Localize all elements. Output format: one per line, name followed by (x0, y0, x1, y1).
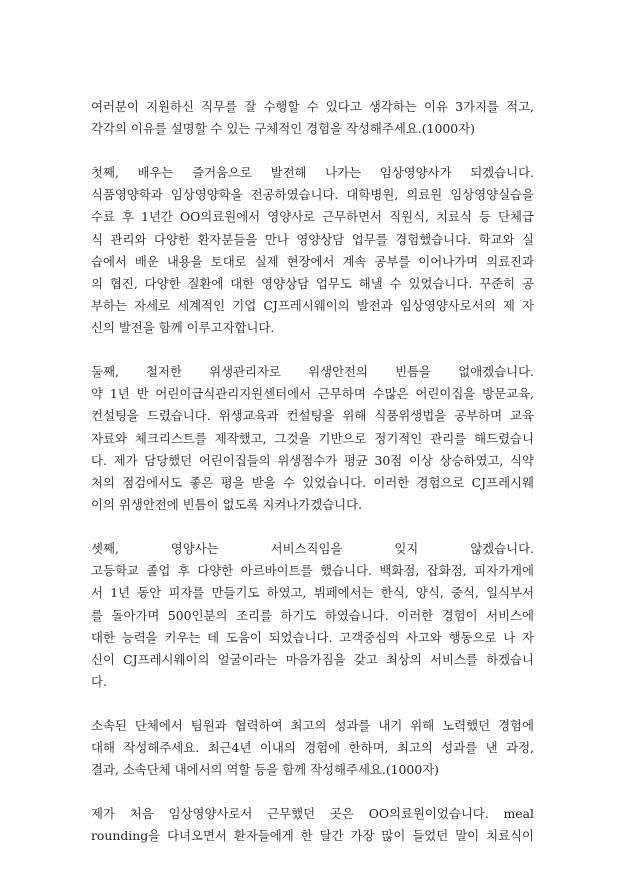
answer-1-first (91, 162, 534, 340)
text-line: 이의 위생안전에 빈틈이 없도록 지켜나가겠습니다. (91, 497, 363, 513)
text-line: 대해 작성해주세요. 최근4년 이내의 경험에 한하며, 최고의 성과를 낸 과정, (91, 740, 534, 756)
text-line: 수료 후 1년간 OO의료원에서 영양사로 근무하면서 직원식, 치료식 등 단체급 (91, 209, 534, 225)
text-line: 다. 제가 담당했던 어린이집들의 위생점수가 평균 30점 이상 상승하였고, 식약 (91, 452, 534, 468)
question-2 (91, 715, 534, 782)
document-page (91, 96, 534, 869)
text-line: 제가 처음 임상영양사로서 근무했던 곳은 OO의료원이었습니다. meal (91, 806, 534, 822)
text-line: 신이 CJ프레시웨이의 얼굴이라는 마음가짐을 갖고 최상의 서비스를 하겠습니 (91, 651, 534, 667)
answer-2 (91, 803, 534, 847)
text-line: 습에서 배운 내용을 토대로 실제 현장에서 계속 공부를 이어나가며 의료진과 (91, 253, 534, 269)
question-1 (91, 96, 534, 140)
answer-1-second (91, 361, 534, 516)
text-line: 여러분이 지원하신 직무를 잘 수행할 수 있다고 생각하는 이유 3가지를 적고, (91, 99, 534, 114)
text-line: 다. (91, 674, 107, 690)
text-line: 대한 능력을 키우는 데 도움이 되었습니다. 고객중심의 사고와 행동으로 나 자 (91, 629, 534, 645)
text-line: 셋째, 영양사는 서비스직임을 잊지 않겠습니다. (91, 540, 534, 556)
text-line: 첫째, 배우는 즐거움으로 발전해 나가는 임상영양사가 되겠습니다. (91, 164, 534, 180)
text-line: 식 관리와 다양한 환자분들을 만나 영양상담 업무를 경험했습니다. 학교와 실 (91, 231, 534, 247)
text-line: rounding을 다녀오면서 환자들에게 한 달간 가장 많이 들었던 말이 치료식이 (91, 828, 534, 844)
text-line: 신의 발전을 함께 이루고자합니다. (91, 320, 275, 336)
text-line: 각각의 이유를 설명할 수 있는 구체적인 경험을 작성해주세요.(1000자) (91, 121, 475, 137)
answer-1-third (91, 538, 534, 693)
text-line: 서 1년 동안 피자를 만들기도 하였고, 뷔페에서는 한식, 양식, 중식, 일식부서 (91, 585, 534, 601)
text-line: 소속된 단체에서 팀원과 협력하여 최고의 성과를 내기 위해 노력했던 경험에 (91, 717, 534, 733)
text-line: 의 협진, 다양한 질환에 대한 영양상담 업무도 해낼 수 있었습니다. 꾸준히 공 (91, 275, 534, 291)
text-line: 결과, 소속단체 내에서의 역할 등을 함께 작성해주세요.(1000자) (91, 762, 440, 778)
text-line: 식품영양학과 임상영양학을 전공하였습니다. 대학병원, 의료원 임상영양실습을 (91, 187, 534, 203)
text-line: 약 1년 반 어린이급식관리지원센터에서 근무하며 수많은 어린이집을 방문교육, (91, 386, 534, 402)
text-line: 부하는 자세로 세계적인 기업 CJ프레시웨이의 발전과 임상영양사로서의 제 자 (91, 298, 534, 314)
text-line: 고등학교 졸업 후 다양한 아르바이트를 했습니다. 백화점, 잡화점, 피자가게에 (91, 563, 534, 579)
text-line: 를 돌아가며 500인분의 조리를 하기도 하였습니다. 이러한 경험이 서비스에 (91, 607, 534, 623)
text-line: 처의 점검에서도 좋은 평을 받을 수 있었습니다. 이러한 경험으로 CJ프레시웨 (91, 475, 534, 490)
text-line: 자료와 체크리스트를 제작했고, 그것을 기반으로 정기적인 관리를 해드렸습니 (91, 430, 534, 446)
text-line: 컨설팅을 드렸습니다. 위생교육과 컨설팅을 위해 식품위생법을 공부하며 교육 (91, 408, 534, 424)
text-line: 둘째, 철저한 위생관리자로 위생안전의 빈틈을 없애겠습니다. (91, 364, 534, 380)
